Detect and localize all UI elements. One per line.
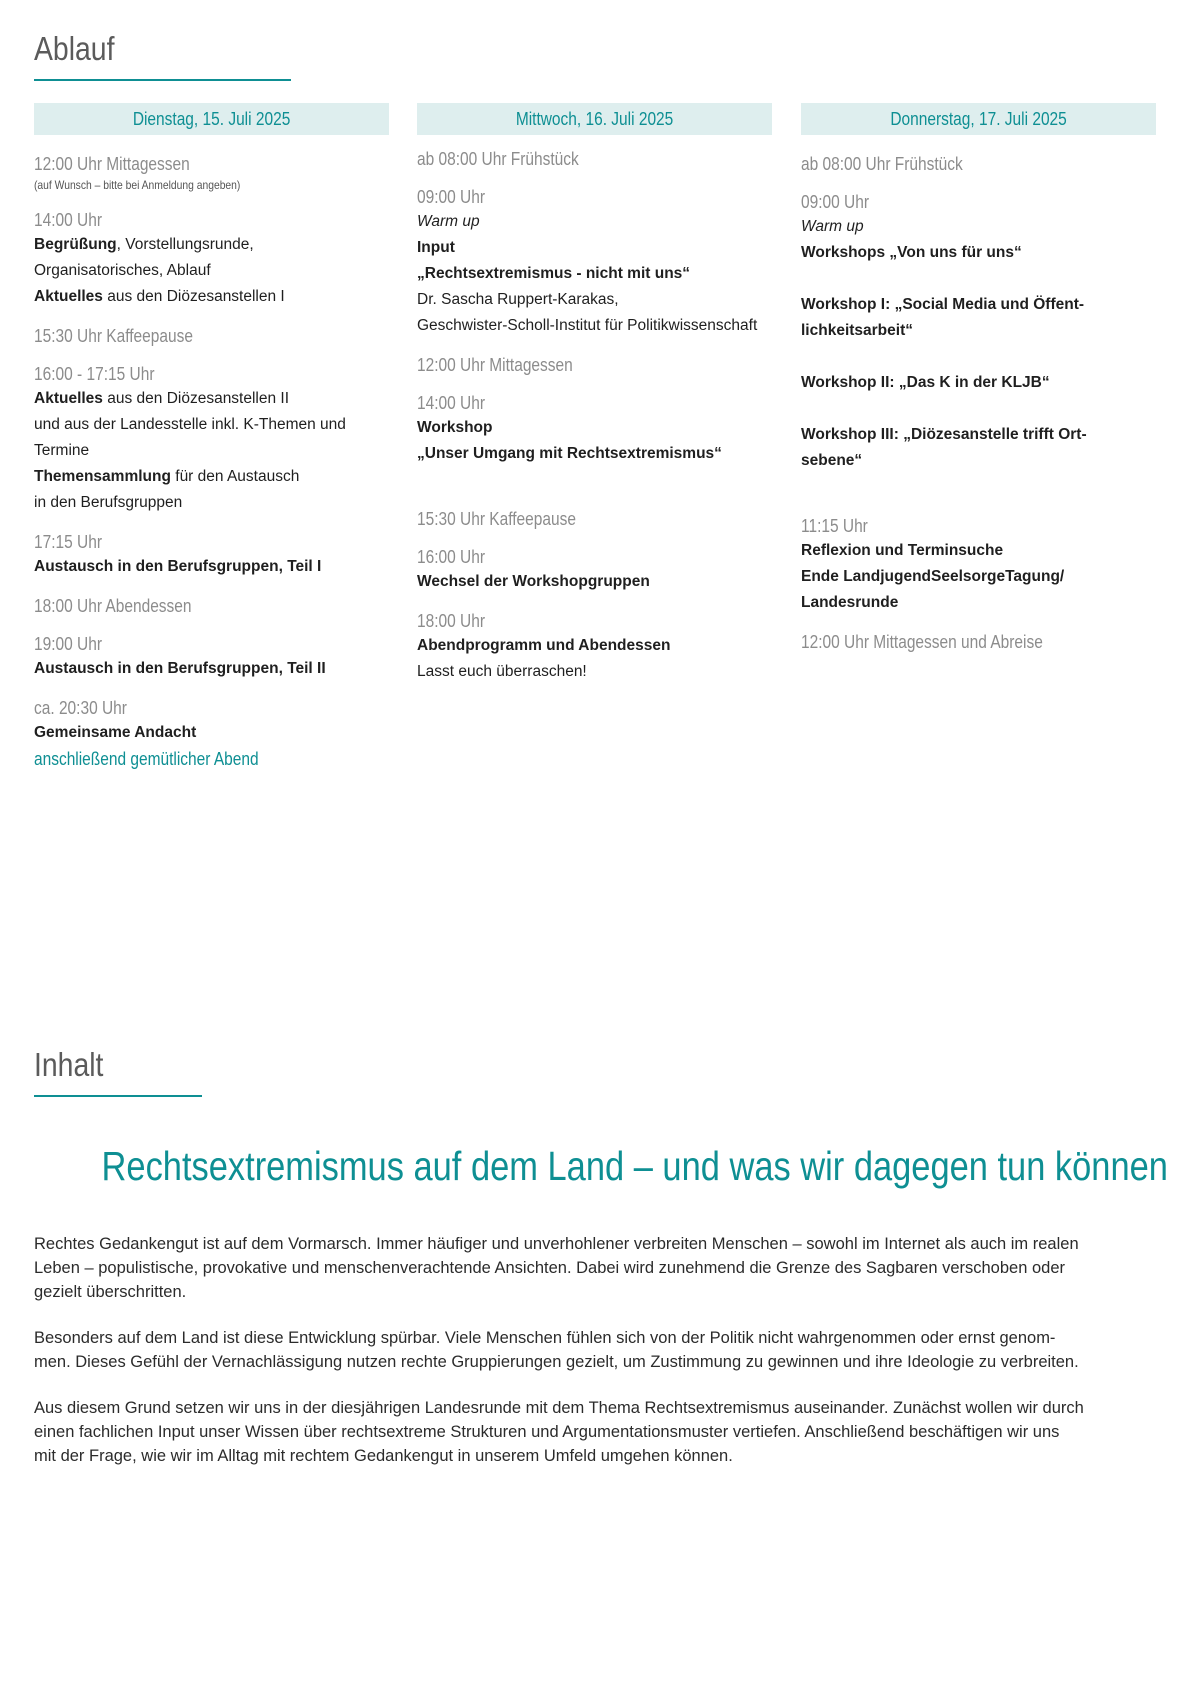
schedule-text: Dr. Sascha Ruppert-Karakas, [417,291,619,308]
schedule-item [417,391,772,467]
day-column-mittwoch [417,103,772,699]
schedule-text: und aus der Landesstelle inkl. K-Themen und [34,416,346,433]
paragraph-line: mit der Frage, wie wir im Alltag mit rechtem Gedankengut in unserem Umfeld umgehen können. [34,1447,733,1465]
ablauf-title: Ablauf [34,30,115,67]
day-column-donnerstag [801,103,1156,668]
schedule-time: 12:00 Uhr Mittagessen [417,355,573,375]
schedule-subtitle: Warm up [417,213,480,230]
schedule-subtitle: Warm up [801,218,864,235]
schedule-description [34,464,389,490]
schedule-heading: Landesrunde [801,594,899,611]
schedule-text: Termine [34,442,90,459]
body-paragraph [34,1232,1160,1304]
schedule-item [417,609,772,685]
schedule-heading: Abendprogramm und Abendessen [417,637,671,654]
schedule-time: 12:00 Uhr Mittagessen und Abreise [801,632,1043,652]
schedule-heading: Ende LandjugendSeelsorgeTagung/ [801,568,1065,585]
schedule-text: Organisatorisches, Ablauf [34,262,211,279]
schedule-time: ab 08:00 Uhr Frühstück [801,154,963,174]
schedule-text: aus den Diözesanstellen I [102,288,285,305]
schedule-description [34,412,389,438]
schedule-item [34,362,389,516]
schedule-item [417,507,772,531]
paragraph-line: Leben – populistische, provokative und menschenverachtende Ansichten. Dabei wird zunehmend die Grenze des Sagbaren verschoben oder [34,1259,1065,1277]
schedule-text: für den Austausch [170,468,300,485]
schedule-heading: Workshop [417,419,493,436]
day-header-donnerstag: Donnerstag, 17. Juli 2025 [801,103,1156,135]
schedule-description [34,258,389,284]
schedule-heading: Workshop I: „Social Media und Öffent- [801,296,1085,313]
paragraph-line: Aus diesem Grund setzen wir uns in der diesjährigen Landesrunde mit dem Thema Rechtsextremismus auseinander. Zunächst wollen wir durch [34,1399,1084,1417]
schedule-heading: Workshops „Von uns für uns“ [801,244,1022,261]
body-paragraph [34,1326,1160,1374]
day-items-donnerstag [801,135,1156,654]
schedule-keyword: Begrüßung [34,236,117,253]
schedule-item [801,630,1156,654]
schedule-time: 17:15 Uhr [34,532,102,552]
schedule-note: (auf Wunsch – bitte bei Anmeldung angeben) [34,178,241,192]
schedule-item [34,594,389,618]
inhalt-title-rule [34,1095,202,1097]
schedule-heading: Austausch in den Berufsgruppen, Teil I [34,558,322,575]
paragraph-line: gezielt überschritten. [34,1283,187,1301]
schedule-time: ab 08:00 Uhr Frühstück [417,149,579,169]
schedule-text: , Vorstellungsrunde, [116,236,254,253]
day-items-dienstag [34,135,389,772]
schedule-item [34,152,389,194]
schedule-time: 15:30 Uhr Kaffeepause [34,326,193,346]
schedule-item [417,545,772,595]
day-column-dienstag [34,103,389,786]
schedule-description [801,266,1156,292]
schedule-heading: „Unser Umgang mit Rechtsextremismus“ [417,445,722,462]
day-header-dienstag: Dienstag, 15. Juli 2025 [34,103,389,135]
schedule-time: 09:00 Uhr [801,192,869,212]
schedule-heading: sebene“ [801,452,863,469]
paragraph-line: men. Dieses Gefühl der Vernachlässigung nutzen rechte Gruppierungen gezielt, um Zustimmung zu gewinnen und ihre Ideologie zu verbreiten. [34,1353,1079,1371]
schedule-heading: „Rechtsextremismus - nicht mit uns“ [417,265,691,282]
content-headline: Rechtsextremismus auf dem Land – und was wir dagegen tun können [101,1143,1168,1189]
schedule-time: 16:00 Uhr [417,547,485,567]
schedule-keyword: Aktuelles [34,390,103,407]
schedule-columns [34,103,1156,803]
schedule-description [34,438,389,464]
schedule-time: 11:15 Uhr [801,516,868,536]
schedule-description [417,287,772,313]
schedule-keyword: Themensammlung [34,468,171,485]
schedule-item [34,696,389,772]
schedule-time: 18:00 Uhr Abendessen [34,596,192,616]
schedule-time: ca. 20:30 Uhr [34,698,127,718]
schedule-keyword: Aktuelles [34,288,103,305]
schedule-highlight-text: anschließend gemütlicher Abend [34,749,259,769]
schedule-heading: Austausch in den Berufsgruppen, Teil II [34,660,326,677]
schedule-description [34,232,389,258]
day-items-mittwoch [417,135,772,685]
schedule-item [417,353,772,377]
content-paragraphs [34,1232,1160,1490]
schedule-time: 12:00 Uhr Mittagessen [34,154,190,174]
schedule-item [801,514,1156,616]
schedule-description [801,396,1156,422]
body-paragraph [34,1396,1160,1468]
schedule-heading: Gemeinsame Andacht [34,724,197,741]
schedule-item [801,152,1156,176]
inhalt-title: Inhalt [34,1046,104,1083]
schedule-description [34,284,389,310]
schedule-time: 15:30 Uhr Kaffeepause [417,509,576,529]
schedule-heading: Input [417,239,455,256]
schedule-item [801,190,1156,474]
schedule-heading: lichkeitsarbeit“ [801,322,913,339]
schedule-time: 09:00 Uhr [417,187,485,207]
schedule-time: 14:00 Uhr [417,393,485,413]
schedule-description [801,344,1156,370]
schedule-description [417,659,772,685]
schedule-item [34,632,389,682]
ablauf-title-rule [34,79,291,81]
schedule-time: 18:00 Uhr [417,611,485,631]
schedule-item [417,185,772,339]
schedule-time: 16:00 - 17:15 Uhr [34,364,155,384]
schedule-time: 19:00 Uhr [34,634,102,654]
day-header-mittwoch: Mittwoch, 16. Juli 2025 [417,103,772,135]
schedule-heading: Workshop III: „Diözesanstelle trifft Ort- [801,426,1087,443]
schedule-text: Lasst euch überraschen! [417,663,587,680]
schedule-heading: Reflexion und Terminsuche [801,542,1004,559]
schedule-item [34,530,389,580]
paragraph-line: einen fachlichen Input unser Wissen über rechtsextreme Strukturen und Argumentationsmuster vertiefen. Anschließend beschäftigen wir uns [34,1423,1060,1441]
schedule-description [417,313,772,339]
schedule-item [34,208,389,310]
schedule-time: 14:00 Uhr [34,210,102,230]
schedule-heading: Wechsel der Workshopgruppen [417,573,650,590]
schedule-item [34,324,389,348]
paragraph-line: Besonders auf dem Land ist diese Entwicklung spürbar. Viele Menschen fühlen sich von der Politik nicht wahrgenommen oder ernst genom- [34,1329,1056,1347]
schedule-description [34,386,389,412]
schedule-description [34,490,389,516]
schedule-text: in den Berufsgruppen [34,494,183,511]
schedule-item [417,147,772,171]
schedule-text: Geschwister-Scholl-Institut für Politikwissenschaft [417,317,758,334]
schedule-heading: Workshop II: „Das K in der KLJB“ [801,374,1050,391]
paragraph-line: Rechtes Gedankengut ist auf dem Vormarsch. Immer häufiger und unverhohlener verbreiten Menschen – sowohl im Internet als auch im realen [34,1235,1079,1253]
schedule-text: aus den Diözesanstellen II [102,390,290,407]
